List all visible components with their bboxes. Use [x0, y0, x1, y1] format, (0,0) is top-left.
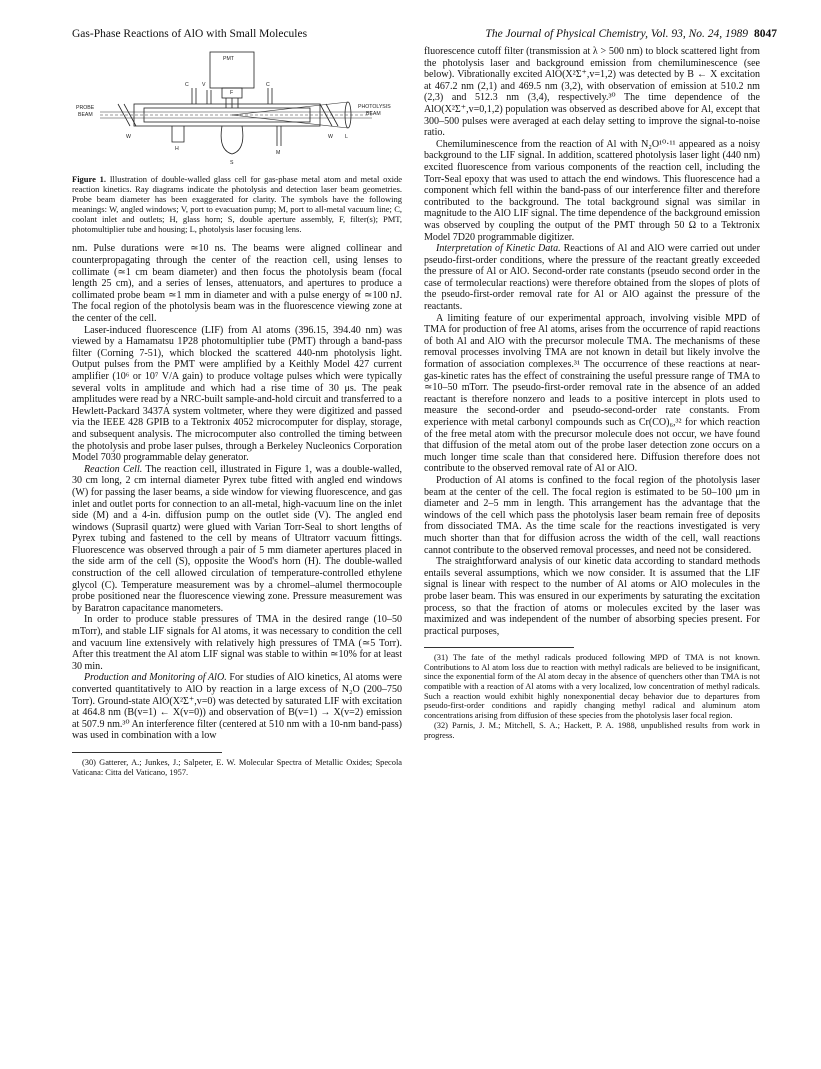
- footnote-rule: [424, 647, 574, 648]
- left-column: [72, 46, 402, 777]
- figure-caption: [72, 175, 402, 234]
- paragraph: Laser-induced fluorescence (LIF) from Al atoms (396.15, 394.40 nm) was viewed by a Hamamatsu 1P28 photomultiplier tube (PMT) through a band-pass filter (Corning 7-51), which blocked the scattered 440-nm photolysis light. Output pulses from the PMT were amplified by a Keithly Model 427 current amplifier (10⁶ or 10⁷ V/A gain) to produce voltage pulses which were typically several volts in amplitude and which had a rise time of 30 μs. The peak amplitudes were read by a NRC-built sample-and-hold circuit and transferred to a Hewlett-Packard 3437A system voltmeter, where they were digitized and passed via the IEEE 428 GPIB to a Tektronix 4052 microcomputer for display, storage, and subsequent analysis. The microcomputer also controlled the timing between the photolysis and probe laser pulses, through a Berkeley Nucleonics Corporation Model 7030 programmable delay generator.: [72, 324, 402, 464]
- section-heading: Interpretation of Kinetic Data.: [436, 243, 561, 255]
- paragraph: The straightforward analysis of our kinetic data according to standard methods entails several assumptions, which we now consider. It is assumed that the LIF signal is linear with respect to the number of Al atoms or AlO molecules in the probe laser beam. This was ensured in our experiments by saturating the excitation process, so that the fraction of atoms or molecules excited by the laser was maximized and was independent of the number of absorbing species present. For practical purposes,: [424, 556, 760, 637]
- paragraph: In order to produce stable pressures of TMA in the desired range (10–50 mTorr), and stable LIF signals for Al atoms, it was necessary to condition the cell and vacuum line extensively with relatively high pressures of TMA (≃5 Torr). After this treatment the Al atom LIF signal was stable to within ≃10% for at least 30 min.: [72, 614, 402, 672]
- section-heading: Production and Monitoring of AlO.: [84, 672, 227, 684]
- label-h: H: [175, 146, 179, 152]
- label-v: V: [202, 82, 206, 88]
- reaction-cell-diagram: [72, 46, 402, 171]
- running-header-journal: [485, 28, 777, 40]
- paragraph: Chemiluminescence from the reaction of Al with N₂O¹⁰·¹¹ appeared as a noisy background to the LIF signal. In addition, scattered photolysis laser light (440 nm) excited fluorescence from various components of the reaction cell, including the Torr-Seal epoxy that was used to attach the end windows. This fluorescence had a component which fell within the band-pass of our interference filter and therefore contributed to the background. The total background signal was similar in magnitude to the AlO LIF signal. The time dependence of the background emission was observed by coupling the output of the PMT through 50 Ω to a Tektronix Model 7D20 programmable digitizer.: [424, 138, 760, 243]
- label-c-left: C: [185, 82, 189, 88]
- label-w-left: W: [126, 134, 131, 140]
- label-f: F: [230, 90, 234, 96]
- label-s: S: [230, 160, 234, 166]
- label-photolysis: PHOTOLYSIS: [358, 104, 391, 110]
- label-pmt: PMT: [223, 56, 234, 62]
- label-w-right: W: [328, 134, 333, 140]
- label-probe-beam: BEAM: [78, 112, 93, 118]
- paragraph: [72, 464, 402, 615]
- journal-citation: The Journal of Physical Chemistry, Vol. 93, No. 24, 1989: [485, 28, 748, 40]
- paragraph: [72, 672, 402, 742]
- paragraph: Production of Al atoms is confined to the focal region of the photolysis laser beam at the center of the cell. The focal region is estimated to be 50–100 μm in diameter and 2–5 mm in length. This arrangement has the advantage that the windows of the cell which pass the photolysis laser beam remain free of deposits from dissociated TMA. As the time scale for the reactions investigated is very much shorter than that for diffusion across the width of the cell, wall reactions cannot contribute to the observed removal processes, and need not be considered.: [424, 474, 760, 556]
- caption-label: Figure 1.: [72, 174, 106, 184]
- page-number: 8047: [754, 28, 777, 40]
- footnote: (30) Gatterer, A.; Junkes, J.; Salpeter, E. W. Molecular Spectra of Metallic Oxides; Specola Vaticana: Citta del Vaticano, 1957.: [72, 757, 402, 777]
- footnote-rule: [72, 752, 222, 753]
- caption-text: Illustration of double-walled glass cell for gas-phase metal atom and metal oxide reaction kinetics. Ray diagrams indicate the photolysis and detection laser beam geometries. Probe beam diameter has been exaggerated for clarity. The symbols have the following meanings: W, angled windows; V, port to evacuation pump; M, port to all-metal vacuum line; C, coolant inlet and outlets; H, glass horn; S, double aperture assembly, F, filter(s); PMT, photomultiplier tube and housing; L, photolysis laser focusing lens.: [72, 174, 402, 234]
- paragraph-text: Reactions of Al and AlO were carried out under pseudo-first-order conditions, where the pressure of the reactant greatly exceeded the pressure of Al or AlO. Second-order rate constants (pseudo second order in the case of termolecular reactions) were therefore obtained from the slopes of plots of the pseudo-first-order removal rate for Al or AlO against the pressure of the reactants.: [424, 243, 760, 313]
- right-column: [424, 46, 760, 741]
- section-heading: Reaction Cell.: [84, 463, 143, 475]
- paragraph-text: The reaction cell, illustrated in Figure 1, was a double-walled, 30 cm long, 2 cm internal diameter Pyrex tube fitted with angled end windows (W) for passing the laser beams, a side window for viewing fluorescence, and gas inlet and outlet ports for connection to an all-metal, high-vacuum line on the inlet side (M) and a 4-in. diffusion pump on the outlet side (V). The angled end windows (Suprasil quartz) were glued with Varian Torr-Seal to short lengths of Pyrex tubing and fastened to the cell by means of Ultratorr vacuum fittings. Fluorescence was observed through a pair of 5 mm diameter apertures placed in the side arm of the cell (S), opposite the Wood's horn (H). The double-walled construction of the cell allowed circulation of temperature-controlled ethylene glycol (C). Temperature measurement was by a chromel–alumel thermocouple probe positioned near the fluorescence viewing zone. Pressure measurement was by Baratron capacitance manometers.: [72, 463, 402, 614]
- label-m: M: [276, 150, 281, 156]
- label-photolysis-beam: BEAM: [366, 111, 381, 117]
- paragraph: fluorescence cutoff filter (transmission at λ > 500 nm) to block scattered light from the photolysis laser and background emission from chemiluminescence (see below). Vibrationally excited AlO(X²Σ⁺,v=1,2) was detected by B ← X excitation at 467.2 nm (2,1) and 469.5 nm (3,2), with observation of emission at 510.2 nm (2,3) and 512.3 nm (3,4), respectively.³⁰ The time dependence of the AlO(X²Σ⁺,v=0,1,2) population was observed as described above for Al, except that 300–500 pulses were averaged at each delay setting to improve the signal-to-noise ratio.: [424, 46, 760, 139]
- paragraph-text: For studies of AlO kinetics, Al atoms were converted quantitatively to AlO by reaction in a large excess of N₂O (200–750 Torr). Ground-state AlO(X²Σ⁺,v=0) was detected by saturated LIF with excitation at 464.8 nm (B(v=1) ← X(v=0)) and observation of B(v=1) → X(v=2) emission at 507.9 nm.³⁰ An interference filter (centered at 510 nm with a 10-nm band-pass) was used in combination with a low: [72, 672, 402, 742]
- figure-1: [72, 46, 402, 171]
- paragraph: [424, 243, 760, 313]
- running-header-title: Gas-Phase Reactions of AlO with Small Molecules: [72, 28, 308, 40]
- label-c-right: C: [266, 82, 270, 88]
- label-l: L: [345, 134, 348, 140]
- label-probe: PROBE: [76, 105, 95, 111]
- footnote: (31) The fate of the methyl radicals produced following MPD of TMA is not known. Contributions to Al atom loss due to reaction with methyl radicals are believed to be insignificant, since the exponential form of the Al atom decay in the absence of quenchers other than TMA is not compatible with a reaction of Al atoms with a very localized, low concentration of methyl radicals. Such a reaction would exhibit highly nonexponential decay behavior due to departures from pseudo-first-order conditions and rapidly changing methyl radical and aluminum atom concentrations arising from diffusion of these species from the photolysis laser focal region.: [424, 653, 760, 720]
- paragraph: A limiting feature of our experimental approach, involving visible MPD of TMA for production of free Al atoms, arises from the occurrence of rapid reactions of both Al and AlO with the precursor molecule TMA. The mechanisms of these removal processes involving TMA are not known in detail but likely involve the formation of association complexes.³¹ The occurrence of these reactions at near-gas-kinetic rates has the effect of constraining the useful pressure range of TMA to ≃10–50 mTorr. The pseudo-first-order removal rate in the absence of an added reactant is therefore nonzero and leads to a positive intercept in plots used to measure the second-order and pseudo-second-order rate constants. From experience with metal carbonyl compounds such as Cr(CO)₆,³² for which reaction of the free metal atom with the precursor molecule does not occur, we have found that diffusion of the metal atom out of the probe laser detection zone occurs on a much longer time scale than that considered here. Diffusion therefore does not contribute to the observed removal rate of Al or AlO.: [424, 312, 760, 475]
- paragraph: nm. Pulse durations were ≃10 ns. The beams were aligned collinear and counterpropagating through the center of the reaction cell, using lenses to collimate (≃1 cm beam diameter) and then focus the photolysis beam (focal length 25 cm), and a series of lenses, attenuators, and apertures to produce a collimated probe beam ≃1 mm in diameter and with a pulse energy of ≃100 nJ. The focal region of the photolysis beam was in the fluorescence viewing zone at the center of the cell.: [72, 243, 402, 324]
- footnote: (32) Parnis, J. M.; Mitchell, S. A.; Hackett, P. A. 1988, unpublished results from work in progress.: [424, 721, 760, 741]
